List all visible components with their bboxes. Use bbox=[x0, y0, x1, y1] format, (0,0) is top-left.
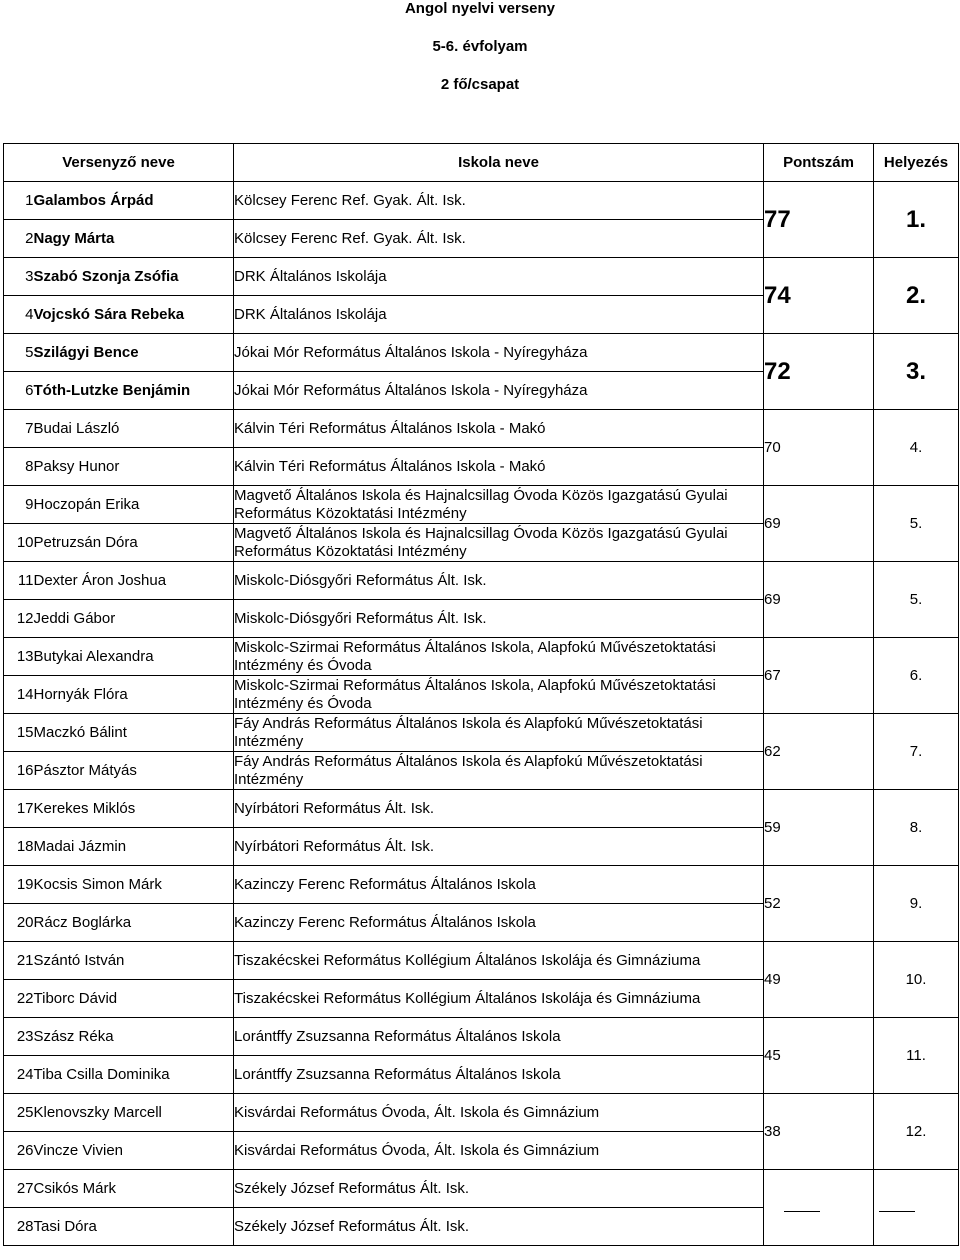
team-place: 3. bbox=[874, 334, 959, 410]
row-number: 20 bbox=[4, 904, 34, 942]
row-number: 5 bbox=[4, 334, 34, 372]
school-name: Tiszakécskei Református Kollégium Általános Iskolája és Gimnáziuma bbox=[234, 942, 764, 980]
row-number: 25 bbox=[4, 1094, 34, 1132]
table-row bbox=[4, 1170, 959, 1208]
team-place: 4. bbox=[874, 410, 959, 486]
school-name: Kálvin Téri Református Általános Iskola - Makó bbox=[234, 410, 764, 448]
contestant-name: Tasi Dóra bbox=[34, 1208, 234, 1246]
team-place: 1. bbox=[874, 182, 959, 258]
school-name: Nyírbátori Református Ált. Isk. bbox=[234, 828, 764, 866]
school-name: Kazinczy Ferenc Református Általános Iskola bbox=[234, 904, 764, 942]
table-row bbox=[4, 790, 959, 828]
contestant-name: Dexter Áron Joshua bbox=[34, 562, 234, 600]
team-place: 5. bbox=[874, 562, 959, 638]
team-subtitle: 2 fő/csapat bbox=[440, 76, 520, 93]
team-score: 62 bbox=[764, 714, 874, 790]
contestant-name: Hoczopán Erika bbox=[34, 486, 234, 524]
team-place: 9. bbox=[874, 866, 959, 942]
school-name: Magvető Általános Iskola és Hajnalcsillag Óvoda Közös Igazgatású Gyulai Református Közoktatási Intézmény bbox=[234, 486, 764, 524]
contestant-name: Nagy Márta bbox=[34, 220, 234, 258]
school-name: Kálvin Téri Református Általános Iskola - Makó bbox=[234, 448, 764, 486]
row-number: 10 bbox=[4, 524, 34, 562]
team-score: 74 bbox=[764, 258, 874, 334]
school-name: Székely József Református Ált. Isk. bbox=[234, 1170, 764, 1208]
contestant-name: Tiborc Dávid bbox=[34, 980, 234, 1018]
contestant-name: Rácz Boglárka bbox=[34, 904, 234, 942]
team-place: 2. bbox=[874, 258, 959, 334]
team-place: 12. bbox=[874, 1094, 959, 1170]
row-number: 27 bbox=[4, 1170, 34, 1208]
contestant-name: Csikós Márk bbox=[34, 1170, 234, 1208]
school-name: Lorántffy Zsuzsanna Református Általános Iskola bbox=[234, 1018, 764, 1056]
row-number: 18 bbox=[4, 828, 34, 866]
row-number: 28 bbox=[4, 1208, 34, 1246]
grade-subtitle: 5-6. évfolyam bbox=[432, 38, 528, 55]
table-row bbox=[4, 942, 959, 980]
row-number: 24 bbox=[4, 1056, 34, 1094]
team-score: 49 bbox=[764, 942, 874, 1018]
team-score: 45 bbox=[764, 1018, 874, 1094]
team-place: 8. bbox=[874, 790, 959, 866]
contestant-name: Kerekes Miklós bbox=[34, 790, 234, 828]
row-number: 22 bbox=[4, 980, 34, 1018]
contestant-name: Jeddi Gábor bbox=[34, 600, 234, 638]
row-number: 13 bbox=[4, 638, 34, 676]
table-row bbox=[4, 182, 959, 220]
contestant-name: Budai László bbox=[34, 410, 234, 448]
row-number: 11 bbox=[4, 562, 34, 600]
row-number: 6 bbox=[4, 372, 34, 410]
column-header-place: Helyezés bbox=[874, 144, 959, 182]
table-row bbox=[4, 714, 959, 752]
school-name: Miskolc-Diósgyőri Református Ált. Isk. bbox=[234, 562, 764, 600]
table-header-row bbox=[4, 144, 959, 182]
team-score: 52 bbox=[764, 866, 874, 942]
school-name: Kölcsey Ferenc Ref. Gyak. Ált. Isk. bbox=[234, 182, 764, 220]
school-name: DRK Általános Iskolája bbox=[234, 296, 764, 334]
contestant-name: Madai Jázmin bbox=[34, 828, 234, 866]
row-number: 19 bbox=[4, 866, 34, 904]
team-score: 77 bbox=[764, 182, 874, 258]
row-number: 2 bbox=[4, 220, 34, 258]
school-name: Tiszakécskei Református Kollégium Általános Iskolája és Gimnáziuma bbox=[234, 980, 764, 1018]
team-score: 59 bbox=[764, 790, 874, 866]
school-name: Kisvárdai Református Óvoda, Ált. Iskola és Gimnázium bbox=[234, 1132, 764, 1170]
school-name: Kisvárdai Református Óvoda, Ált. Iskola és Gimnázium bbox=[234, 1094, 764, 1132]
contestant-name: Butykai Alexandra bbox=[34, 638, 234, 676]
school-name: Fáy András Református Általános Iskola és Alapfokú Művészetoktatási Intézmény bbox=[234, 752, 764, 790]
contestant-name: Petruzsán Dóra bbox=[34, 524, 234, 562]
school-name: Miskolc-Szirmai Református Általános Iskola, Alapfokú Művészetoktatási Intézmény és Óvoda bbox=[234, 638, 764, 676]
contestant-name: Klenovszky Marcell bbox=[34, 1094, 234, 1132]
contestant-name: Hornyák Flóra bbox=[34, 676, 234, 714]
contestant-name: Vincze Vivien bbox=[34, 1132, 234, 1170]
table-row bbox=[4, 562, 959, 600]
row-number: 9 bbox=[4, 486, 34, 524]
team-score: 38 bbox=[764, 1094, 874, 1170]
row-number: 26 bbox=[4, 1132, 34, 1170]
column-header-score: Pontszám bbox=[764, 144, 874, 182]
team-score: 70 bbox=[764, 410, 874, 486]
results-table bbox=[3, 143, 959, 1246]
row-number: 23 bbox=[4, 1018, 34, 1056]
row-number: 7 bbox=[4, 410, 34, 448]
team-score: 72 bbox=[764, 334, 874, 410]
school-name: Nyírbátori Református Ált. Isk. bbox=[234, 790, 764, 828]
blank-line bbox=[784, 1201, 820, 1212]
contestant-name: Vojcskó Sára Rebeka bbox=[34, 296, 234, 334]
contestant-name: Szilágyi Bence bbox=[34, 334, 234, 372]
table-row bbox=[4, 638, 959, 676]
contestant-name: Maczkó Bálint bbox=[34, 714, 234, 752]
school-name: Székely József Református Ált. Isk. bbox=[234, 1208, 764, 1246]
row-number: 8 bbox=[4, 448, 34, 486]
blank-line bbox=[879, 1201, 915, 1212]
row-number: 12 bbox=[4, 600, 34, 638]
school-name: DRK Általános Iskolája bbox=[234, 258, 764, 296]
contestant-name: Szabó Szonja Zsófia bbox=[34, 258, 234, 296]
team-score-blank bbox=[764, 1170, 874, 1246]
team-score: 67 bbox=[764, 638, 874, 714]
team-place: 5. bbox=[874, 486, 959, 562]
school-name: Jókai Mór Református Általános Iskola - Nyíregyháza bbox=[234, 334, 764, 372]
contestant-name: Galambos Árpád bbox=[34, 182, 234, 220]
contestant-name: Szász Réka bbox=[34, 1018, 234, 1056]
row-number: 3 bbox=[4, 258, 34, 296]
team-score: 69 bbox=[764, 486, 874, 562]
contestant-name: Szántó István bbox=[34, 942, 234, 980]
school-name: Kazinczy Ferenc Református Általános Iskola bbox=[234, 866, 764, 904]
row-number: 1 bbox=[4, 182, 34, 220]
school-name: Miskolc-Szirmai Református Általános Iskola, Alapfokú Művészetoktatási Intézmény és Óvoda bbox=[234, 676, 764, 714]
table-row bbox=[4, 486, 959, 524]
team-place: 11. bbox=[874, 1018, 959, 1094]
school-name: Miskolc-Diósgyőri Református Ált. Isk. bbox=[234, 600, 764, 638]
school-name: Magvető Általános Iskola és Hajnalcsillag Óvoda Közös Igazgatású Gyulai Református Közoktatási Intézmény bbox=[234, 524, 764, 562]
school-name: Kölcsey Ferenc Ref. Gyak. Ált. Isk. bbox=[234, 220, 764, 258]
team-score: 69 bbox=[764, 562, 874, 638]
school-name: Lorántffy Zsuzsanna Református Általános Iskola bbox=[234, 1056, 764, 1094]
table-row bbox=[4, 1094, 959, 1132]
team-place: 6. bbox=[874, 638, 959, 714]
contestant-name: Pásztor Mátyás bbox=[34, 752, 234, 790]
contestant-name: Paksy Hunor bbox=[34, 448, 234, 486]
table-row bbox=[4, 334, 959, 372]
document-title: Angol nyelvi verseny bbox=[404, 0, 556, 17]
table-row bbox=[4, 258, 959, 296]
contestant-name: Kocsis Simon Márk bbox=[34, 866, 234, 904]
table-row bbox=[4, 410, 959, 448]
school-name: Jókai Mór Református Általános Iskola - Nyíregyháza bbox=[234, 372, 764, 410]
contestant-name: Tóth-Lutzke Benjámin bbox=[34, 372, 234, 410]
row-number: 21 bbox=[4, 942, 34, 980]
row-number: 14 bbox=[4, 676, 34, 714]
row-number: 15 bbox=[4, 714, 34, 752]
row-number: 17 bbox=[4, 790, 34, 828]
table-row bbox=[4, 1018, 959, 1056]
team-place-blank bbox=[874, 1170, 959, 1246]
row-number: 16 bbox=[4, 752, 34, 790]
team-place: 7. bbox=[874, 714, 959, 790]
row-number: 4 bbox=[4, 296, 34, 334]
contestant-name: Tiba Csilla Dominika bbox=[34, 1056, 234, 1094]
school-name: Fáy András Református Általános Iskola és Alapfokú Művészetoktatási Intézmény bbox=[234, 714, 764, 752]
team-place: 10. bbox=[874, 942, 959, 1018]
table-row bbox=[4, 866, 959, 904]
column-header-name: Versenyző neve bbox=[4, 144, 234, 182]
column-header-school: Iskola neve bbox=[234, 144, 764, 182]
